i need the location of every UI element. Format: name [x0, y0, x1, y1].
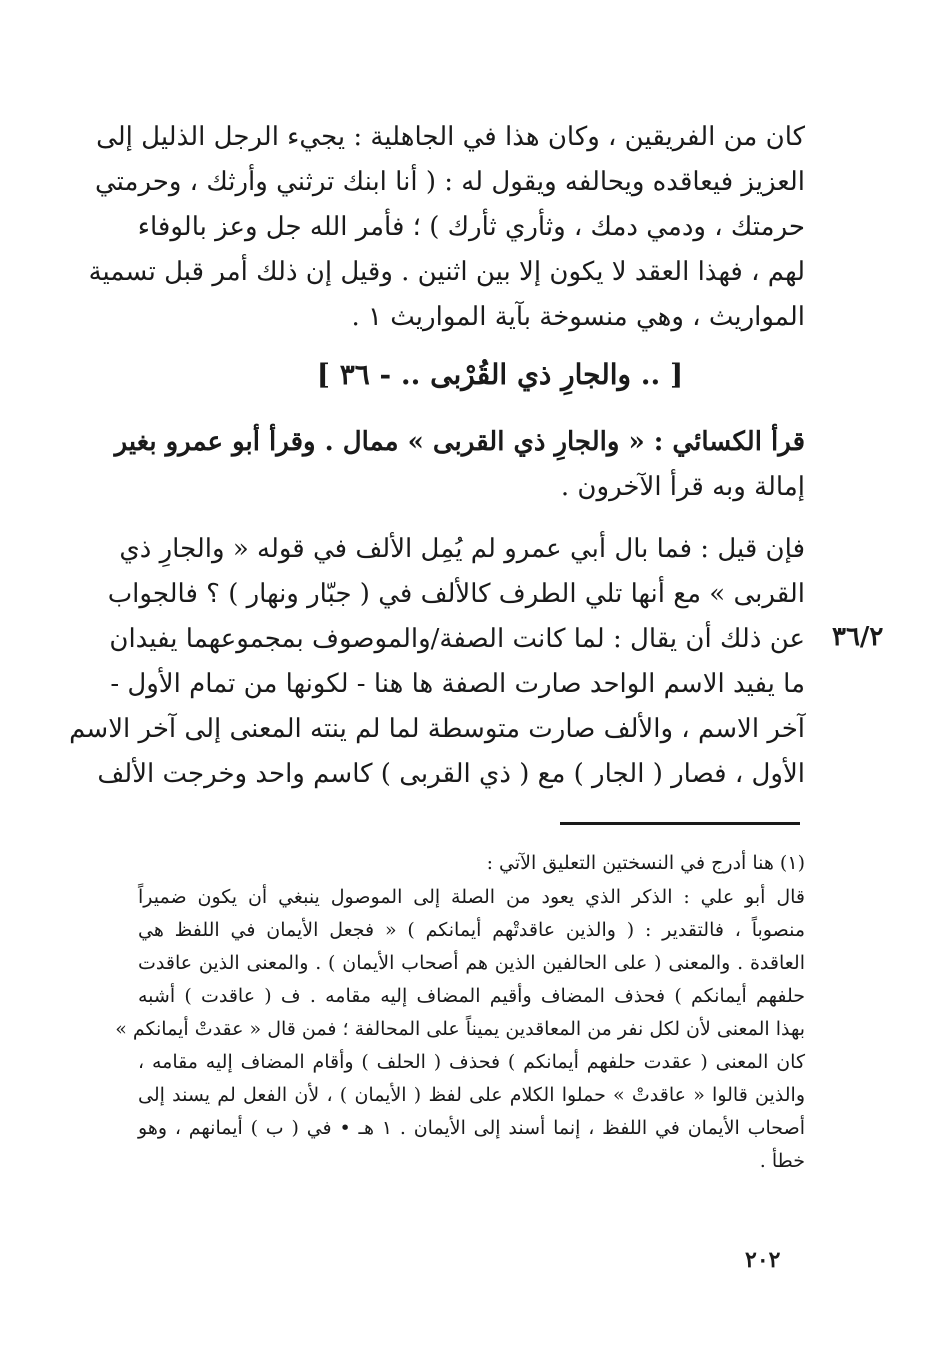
- footnote-line: العاقدة . والمعنى ( على الحالفين الذين هم أصحاب الأيمان ) . والمعنى الذين عاقدت: [138, 952, 805, 974]
- body-line: العزيز فيعاقده ويحالفه ويقول له : ( أنا ابنك ترثني وأرثك ، وحرمتي: [95, 167, 805, 197]
- body-line: حرمتك ، ودمي دمك ، وثأري ثأرك ) ؛ فأمر الله جل وعز بالوفاء: [137, 212, 805, 242]
- footnote-divider: [560, 822, 800, 825]
- footnote-line: والذين قالوا « عاقدتْ » حملوا الكلام على لفظ ( الأيمان ) ، لأن الفعل لم يسند إلى: [138, 1084, 805, 1106]
- footnote-line: قال أبو علي : الذكر الذي يعود من الصلة إلى الموصول ينبغي أن يكون ضميراً: [138, 886, 805, 908]
- body-line: آخر الاسم ، والألف صارت متوسطة لما لم ينته المعنى إلى آخر الاسم: [69, 714, 805, 744]
- body-line: فإن قيل : فما بال أبي عمرو لم يُمِل الألف في قوله « والجارِ ذي: [119, 534, 805, 564]
- page-number: ٢٠٢: [745, 1247, 781, 1273]
- body-line: قرأ الكسائي : « والجارِ ذي القربى » ممال . وقرأ أبو عمرو بغير: [114, 427, 805, 457]
- footnote-line: خطأ .: [759, 1150, 805, 1172]
- body-line: القربى » مع أنها تلي الطرف كالألف في ( جبّار ونهار ) ؟ فالجواب: [107, 579, 805, 609]
- body-line: لهم ، فهذا العقد لا يكون إلا بين اثنين . وقيل إن ذلك أمر قبل تسمية: [88, 257, 805, 287]
- body-line: كان من الفريقين ، وكان هذا في الجاهلية : يجيء الرجل الذليل إلى: [96, 122, 805, 152]
- body-line: ما يفيد الاسم الواحد صارت الصفة ها هنا - لكونها من تمام الأول -: [110, 669, 805, 699]
- verse-heading: [ .. والجارِ ذي القُرْبى .. - ٣٦ ]: [316, 358, 684, 391]
- margin-reference: ٣٦/٢: [832, 622, 884, 652]
- body-line: عن ذلك أن يقال : لما كانت الصفة/والموصوف بمجموعهما يفيدان: [109, 624, 805, 654]
- footnote-line: (١) هنا أدرج في النسختين التعليق الآتي :: [486, 852, 805, 874]
- footnote-line: كان المعنى ( عقدت حلفهم أيمانكم ) فحذف ( الحلف ) وأقام المضاف إليه مقامه ،: [138, 1051, 805, 1073]
- footnote-line: منصوباً ، فالتقدير : ( والذين عاقدتْهم أيمانكم ) « فجعل الأيمان في اللفظ هي: [138, 919, 805, 941]
- footnote-line: بهذا المعنى لأن لكل نفر من المعاقدين يميناً على المحالفة ؛ فمن قال « عقدتْ أيمانكم »: [115, 1018, 805, 1040]
- body-line: إمالة وبه قرأ الآخرون .: [560, 472, 805, 502]
- body-line: الأول ، فصار ( الجار ) مع ( ذي القربى ) كاسم واحد وخرجت الألف: [97, 759, 805, 789]
- footnote-line: حلفهم أيمانكم ) فحذف المضاف وأقيم المضاف إليه مقامه . ف ( عاقدت ) أشبه: [138, 985, 805, 1007]
- footnote-line: أصحاب الأيمان في اللفظ ، إنما أسند إلى الأيمان . ١ هـ • في ( ب ) أيمانهم ، وهو: [138, 1117, 805, 1139]
- body-line: المواريث ، وهي منسوخة بآية المواريث ١ .: [351, 302, 805, 332]
